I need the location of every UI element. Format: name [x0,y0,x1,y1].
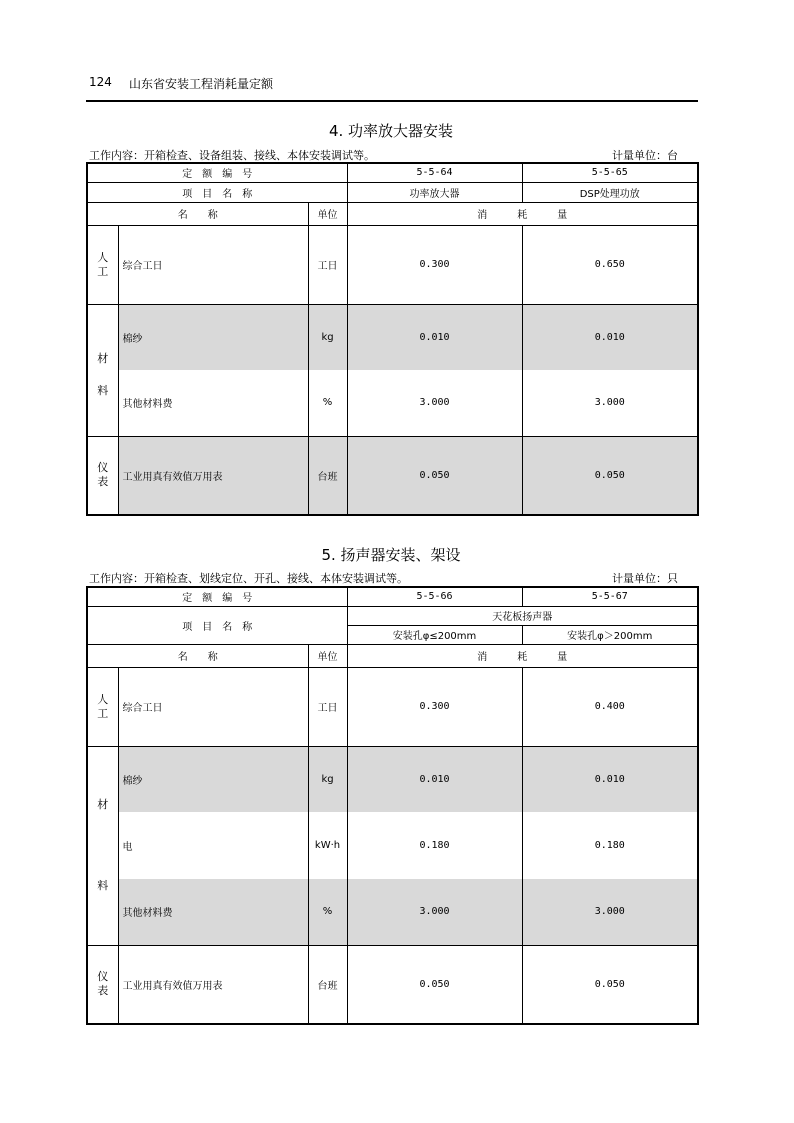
row-unit: % [308,370,347,436]
code-cell: 5-5-67 [522,587,698,606]
group-label: 人工 [97,250,109,278]
row-name: 其他材料费 [118,370,308,436]
table-row [87,667,698,746]
row-name: 棉纱 [118,746,308,812]
table-row [87,945,698,1024]
row-unit: 台班 [308,945,347,1024]
row-value: 0.050 [347,945,522,1024]
group-label: 仪表 [97,461,109,489]
section-4-unit: 计量单位：台 [612,149,678,162]
row-name: 工业用真有效值万用表 [118,945,308,1024]
name-header: 名 称 [87,644,308,667]
group-material-mid [87,812,118,879]
section-5-title: 5. 扬声器安装、架设 [321,546,461,564]
row-name: 综合工日 [118,225,308,304]
group-instrument [87,436,118,515]
row-value: 0.010 [522,304,698,370]
section-4-work-content: 工作内容：开箱检查、设备组装、接线、本体安装调试等。 [89,149,375,162]
table-row [87,182,698,202]
table-row [87,812,698,879]
code-label: 定 额 编 号 [87,163,347,182]
row-name: 其他材料费 [118,879,308,945]
section-5-unit: 计量单位：只 [612,572,678,585]
row-value: 0.050 [347,436,522,515]
row-value: 0.050 [522,436,698,515]
code-cell: 5-5-64 [347,163,522,182]
table-row [87,436,698,515]
row-value: 3.000 [522,879,698,945]
row-unit: 工日 [308,225,347,304]
item-cell: DSP处理功放 [522,182,698,202]
group-labor [87,667,118,746]
row-unit: kg [308,746,347,812]
section-5-work-content: 工作内容：开箱检查、划线定位、开孔、接线、本体安装调试等。 [89,572,408,585]
book-title: 山东省安装工程消耗量定额 [129,77,274,91]
group-material: 材 [87,746,118,812]
row-name: 工业用真有效值万用表 [118,436,308,515]
group-material-2: 料 [87,370,118,436]
table-row [87,644,698,667]
row-value: 0.010 [347,746,522,812]
row-value: 0.180 [347,812,522,879]
header-rule [86,100,698,102]
row-value: 3.000 [522,370,698,436]
section-4-title: 4. 功率放大器安装 [328,122,454,140]
group-material: 材 [87,304,118,370]
group-label: 人工 [97,692,109,720]
consume-header: 消 耗 量 [347,644,698,667]
row-unit: kg [308,304,347,370]
item-group: 天花板扬声器 [347,606,698,625]
group-instrument [87,945,118,1024]
item-label: 项 目 名 称 [87,606,347,644]
unit-header: 单位 [308,202,347,225]
page-number: 124 [89,75,112,89]
row-value: 3.000 [347,879,522,945]
row-value: 0.300 [347,225,522,304]
row-unit: 工日 [308,667,347,746]
unit-header: 单位 [308,644,347,667]
code-cell: 5-5-65 [522,163,698,182]
row-unit: 台班 [308,436,347,515]
row-unit: % [308,879,347,945]
code-cell: 5-5-66 [347,587,522,606]
row-name: 电 [118,812,308,879]
item-cell: 功率放大器 [347,182,522,202]
row-value: 0.010 [522,746,698,812]
row-value: 0.180 [522,812,698,879]
item-cell: 安装孔φ＞200mm [522,625,698,644]
group-label: 仪表 [97,970,109,998]
name-header: 名 称 [87,202,308,225]
row-name: 棉纱 [118,304,308,370]
table-row [87,304,698,370]
row-unit: kW·h [308,812,347,879]
row-value: 0.650 [522,225,698,304]
table-row [87,606,698,625]
row-value: 0.050 [522,945,698,1024]
table-row [87,370,698,436]
item-cell: 安装孔φ≤200mm [347,625,522,644]
row-value: 3.000 [347,370,522,436]
row-value: 0.400 [522,667,698,746]
group-labor [87,225,118,304]
row-value: 0.300 [347,667,522,746]
table-row [87,202,698,225]
table-row [87,746,698,812]
group-material-2: 料 [87,879,118,945]
consume-header: 消 耗 量 [347,202,698,225]
code-label: 定 额 编 号 [87,587,347,606]
table-row [87,879,698,945]
row-value: 0.010 [347,304,522,370]
item-label: 项 目 名 称 [87,182,347,202]
section-5-table [86,586,699,1025]
table-row [87,163,698,182]
section-4-table [86,162,699,516]
row-name: 综合工日 [118,667,308,746]
table-row [87,587,698,606]
table-row [87,225,698,304]
